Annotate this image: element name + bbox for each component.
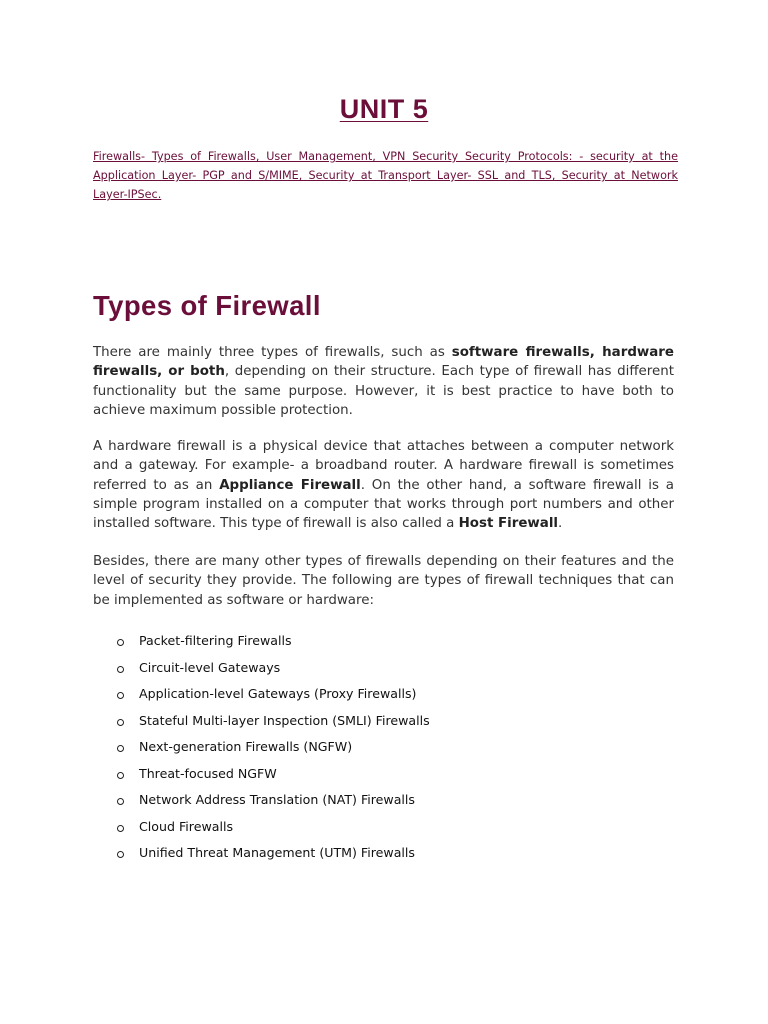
list-item-label: Threat-focused NGFW [139,765,277,781]
hw-text-part1: A hardware firewall is a physical device that attaches between a computer network and a gateway. For example- a broadband router. A hardware firewall is sometimes referred to as an [93,439,674,493]
intro-text-start: There are mainly three types of firewalls, such as [93,345,452,360]
list-item-label: Circuit-level Gateways [139,659,281,675]
hollow-bullet-icon [117,851,124,858]
list-item [114,816,430,843]
hollow-bullet-icon [117,825,124,832]
syllabus-topics: Firewalls- Types of Firewalls, User Management, VPN Security Security Protocols: - security at the Application Layer- PGP and S/MIME, Security at Transport Layer- SSL and TLS, Security at Network Layer-IPSec. [93,150,678,201]
list-item [114,763,430,790]
hw-text-part2: . On the other hand, a software firewall is a simple program installed on a computer that works through port numbers and other installed software. This type of firewall is also called a [93,477,674,532]
list-item-label: Packet-filtering Firewalls [139,633,292,648]
techniques-paragraph: Besides, there are many other types of firewalls depending on their features and the level of security they provide. The following are types of firewall techniques that can be implemented as software or hardware: [93,554,674,608]
unit-title [0,94,768,125]
hollow-bullet-icon [117,798,124,805]
intro-bold-types: software firewalls, hardware firewalls, or both [93,345,674,380]
list-item [114,657,430,684]
list-item [114,630,430,657]
list-item-label: Unified Threat Management (UTM) Firewalls [139,845,415,860]
unit-title-text: UNIT 5 [339,94,429,124]
intro-text-end: , depending on their structure. Each type of firewall has different functionality but the same purpose. However, it is best practice to have both to achieve maximum possible protection. [93,364,674,418]
list-item-label: Network Address Translation (NAT) Firewalls [139,792,415,807]
list-item [114,789,430,816]
list-item [114,842,430,869]
list-item-label: Cloud Firewalls [139,818,234,834]
hw-text-part3: . [558,516,563,532]
host-firewall-term: Host Firewall [458,516,559,532]
hollow-bullet-icon [117,745,124,752]
list-item-label: Stateful Multi-layer Inspection (SMLI) Firewalls [139,712,430,728]
appliance-firewall-term: Appliance Firewall [219,477,361,493]
hollow-bullet-icon [117,666,124,673]
hollow-bullet-icon [117,719,124,726]
list-item [114,736,430,763]
hollow-bullet-icon [117,692,124,699]
list-item [114,710,430,737]
firewall-types-list [114,630,430,869]
list-item-label: Application-level Gateways (Proxy Firewalls) [139,686,417,701]
hardware-software-paragraph [93,437,674,533]
intro-paragraph [93,343,674,420]
section-title: Types of Firewall [93,290,321,321]
list-item-label: Next-generation Firewalls (NGFW) [139,739,353,754]
hollow-bullet-icon [117,772,124,779]
hollow-bullet-icon [117,639,124,646]
list-item [114,683,430,710]
